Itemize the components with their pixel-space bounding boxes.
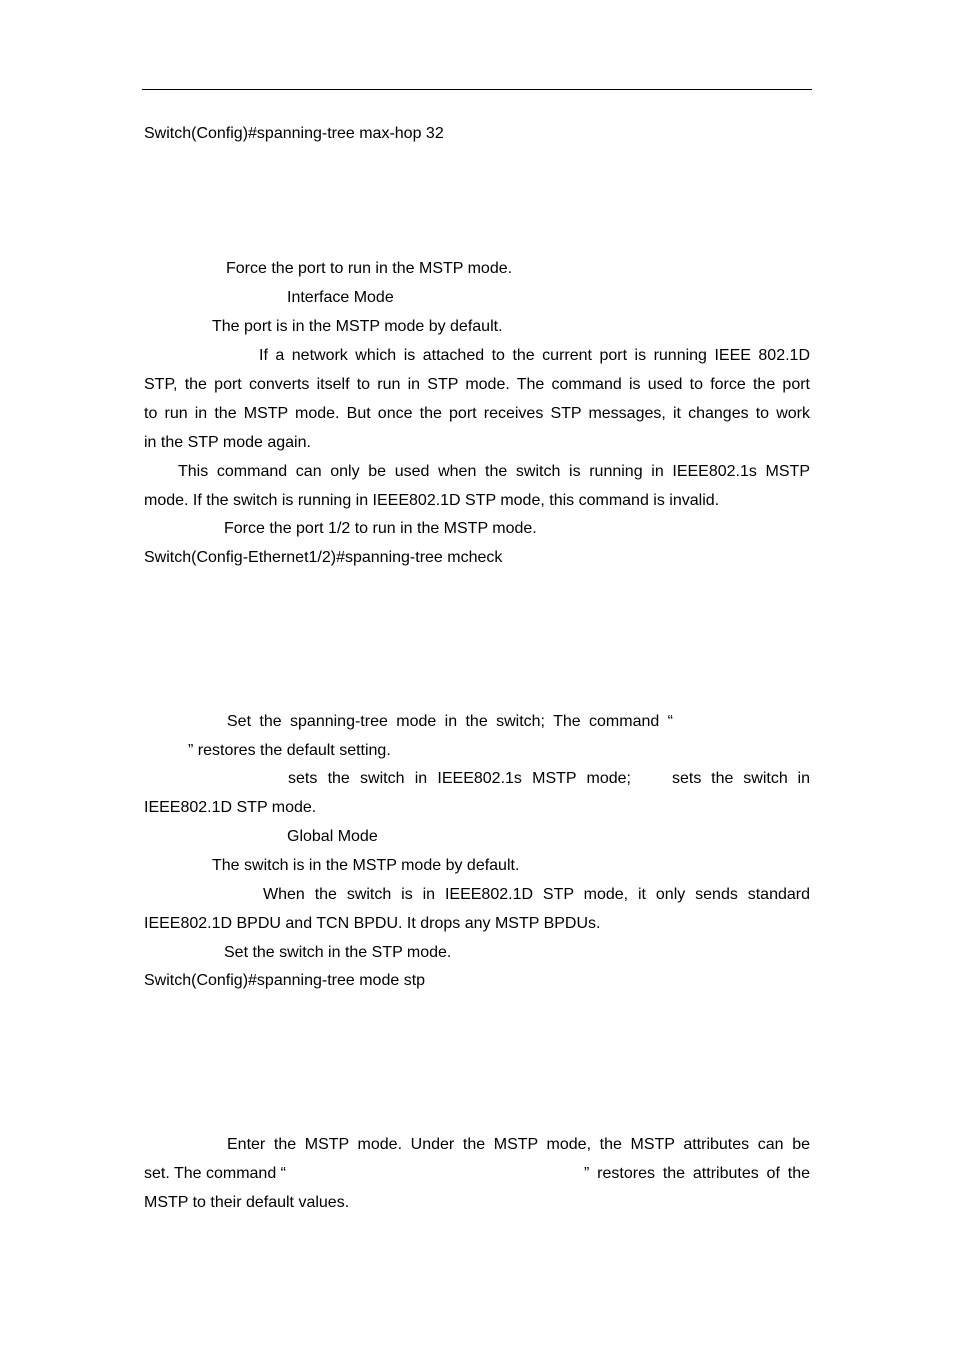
mcheck-function: Force the port to run in the MSTP mode. (226, 260, 513, 277)
mcheck-usage-line-4: in the STP mode again. (144, 434, 311, 451)
mcheck-usage-line-2: STP, the port converts itself to run in STP mode. The command is used to force the port (144, 376, 810, 393)
mcheck-usage-line-3: to run in the MSTP mode. But once the port receives STP messages, it changes to work (144, 405, 810, 422)
mode-params-part-1: sets the switch in IEEE802.1s MSTP mode; (288, 770, 631, 787)
mcheck-usage2-line-2: mode. If the switch is running in IEEE802.1D STP mode, this command is invalid. (144, 492, 720, 509)
mode-usage-line-2: IEEE802.1D BPDU and TCN BPDU. It drops any MSTP BPDUs. (144, 915, 601, 932)
mode-params-part-2: sets the switch in (672, 770, 810, 787)
mode-function-line-1: Set the spanning-tree mode in the switch; The command “ (227, 713, 673, 730)
example-maxhop-command: Switch(Config)#spanning-tree max-hop 32 (144, 125, 444, 142)
mcheck-default: The port is in the MSTP mode by default. (212, 318, 503, 335)
mode-example-command: Switch(Config)#spanning-tree mode stp (144, 972, 426, 989)
mcheck-usage-line-1: If a network which is attached to the current port is running IEEE 802.1D (259, 347, 810, 364)
mode-command-mode: Global Mode (287, 828, 378, 845)
mstconfig-function-line-3: MSTP to their default values. (144, 1194, 350, 1211)
mcheck-usage2-line-1: This command can only be used when the switch is running in IEEE802.1s MSTP (178, 463, 810, 480)
mstconfig-function-line-2a: set. The command “ (144, 1165, 286, 1182)
mcheck-command-mode: Interface Mode (287, 289, 394, 306)
mode-function-line-2: ” restores the default setting. (188, 742, 391, 759)
mcheck-example-desc: Force the port 1/2 to run in the MSTP mode. (224, 520, 537, 537)
mstconfig-function-line-1: Enter the MSTP mode. Under the MSTP mode, the MSTP attributes can be (227, 1136, 810, 1153)
header-rule (142, 89, 812, 90)
mode-default: The switch is in the MSTP mode by default. (212, 857, 520, 874)
mode-params-line-2: IEEE802.1D STP mode. (144, 799, 317, 816)
mcheck-example-command: Switch(Config-Ethernet1/2)#spanning-tree mcheck (144, 549, 503, 566)
mode-example-desc: Set the switch in the STP mode. (224, 944, 452, 961)
mstconfig-function-line-2b: ” restores the attributes of the (584, 1165, 810, 1182)
mode-usage-line-1: When the switch is in IEEE802.1D STP mode, it only sends standard (263, 886, 810, 903)
